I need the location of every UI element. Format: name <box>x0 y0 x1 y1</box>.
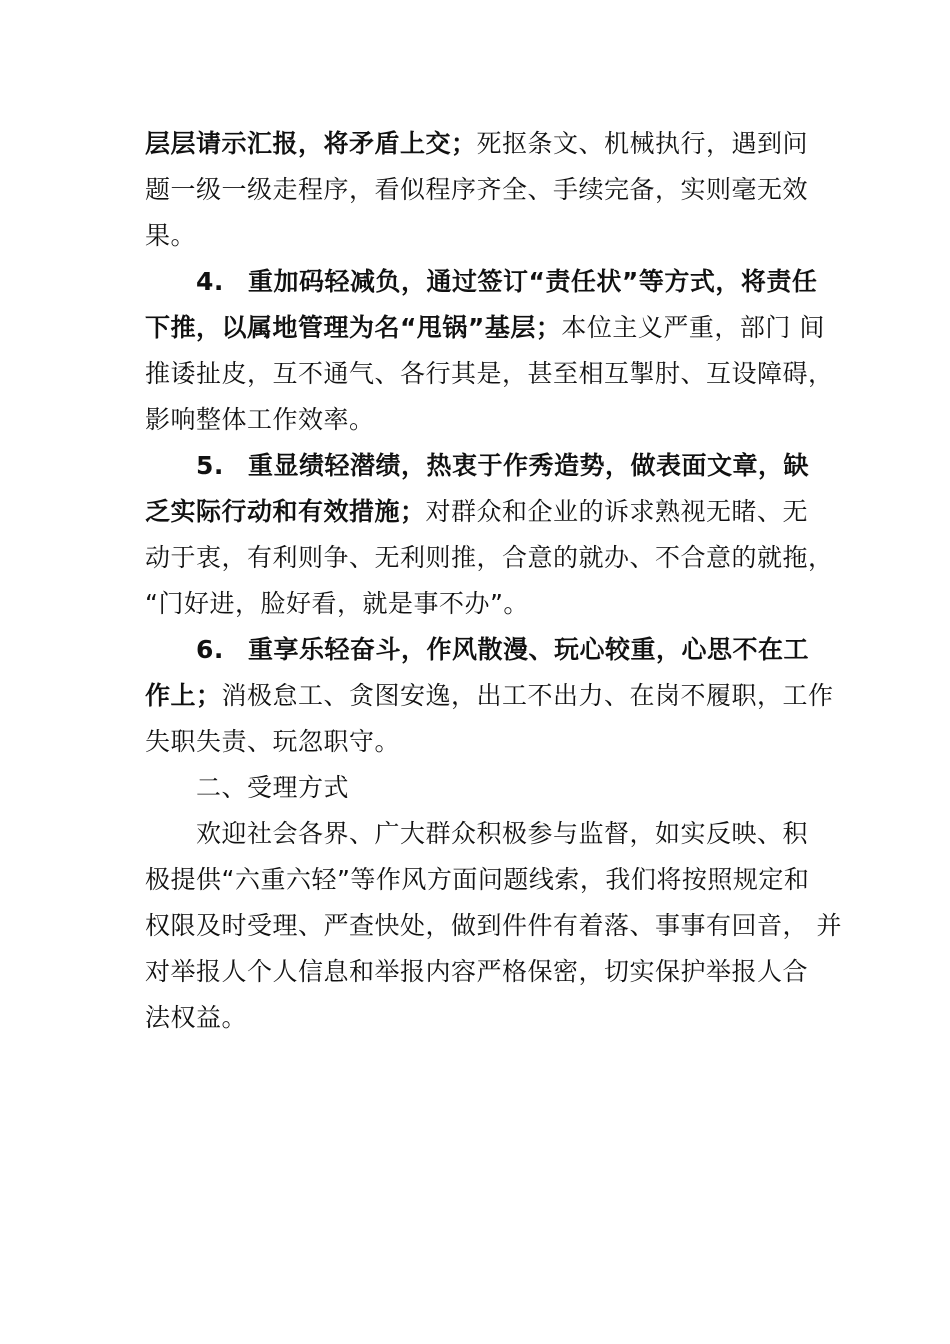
list-number: 5. <box>196 451 224 480</box>
body-text: 死抠条文、机械执行，遇到问 <box>476 129 809 158</box>
paragraph-line <box>145 489 835 535</box>
paragraph-line: 欢迎社会各界、广大群众积极参与监督，如实反映、积 <box>196 819 809 848</box>
paragraph-line: 推诿扯皮，互不通气、各行其是，甚至相互掣肘、互设障碍， <box>145 359 834 388</box>
paragraph-line: 失职失责、玩忽职守。 <box>145 727 401 756</box>
bold-phrase: 下推，以属地管理为名“甩锅”基层； <box>145 313 562 342</box>
body-text: 本位主义严重，部门 间 <box>561 313 825 342</box>
list-number: 6. <box>196 635 224 664</box>
bold-phrase: 层层请示汇报，将矛盾上交； <box>145 129 477 158</box>
paragraph-line: 动于衷，有利则争、无利则推，合意的就办、不合意的就拖， <box>145 543 834 572</box>
bold-phrase: 重加码轻减负，通过签订“责任状”等方式，将责任 <box>248 267 818 296</box>
list-item-6-line <box>196 627 836 673</box>
paragraph-line: 题一级一级走程序，看似程序齐全、手续完备，实则毫无效 <box>145 175 809 204</box>
paragraph-line <box>145 305 835 351</box>
list-item-4-line <box>196 259 836 305</box>
body-text: 消极怠工、贪图安逸，出工不出力、在岗不履职，工作 <box>221 681 834 710</box>
paragraph-line <box>145 673 835 719</box>
list-number: 4. <box>196 267 224 296</box>
paragraph-line <box>145 121 835 167</box>
bold-phrase: 乏实际行动和有效措施； <box>145 497 426 526</box>
paragraph-line: 影响整体工作效率。 <box>145 405 375 434</box>
bold-phrase: 重享乐轻奋斗，作风散漫、玩心较重，心思不在工 <box>248 635 810 664</box>
paragraph-line: 果。 <box>145 221 197 250</box>
paragraph-line: 法权益。 <box>145 1003 248 1032</box>
section-heading: 二、受理方式 <box>196 773 350 802</box>
list-item-5-line <box>196 443 836 489</box>
bold-phrase: 重显绩轻潜绩，热衷于作秀造势，做表面文章，缺 <box>248 451 810 480</box>
bold-phrase: 作上； <box>145 681 222 710</box>
paragraph-line: 对举报人个人信息和举报内容严格保密，切实保护举报人合 <box>145 957 809 986</box>
body-text: 对群众和企业的诉求熟视无睹、无 <box>425 497 809 526</box>
paragraph-line: 极提供“六重六轻”等作风方面问题线索，我们将按照规定和 <box>145 865 810 894</box>
paragraph-line: 权限及时受理、严查快处，做到件件有着落、事事有回音， 并 <box>145 911 842 940</box>
paragraph-line: “门好进，脸好看，就是事不办”。 <box>145 589 529 618</box>
